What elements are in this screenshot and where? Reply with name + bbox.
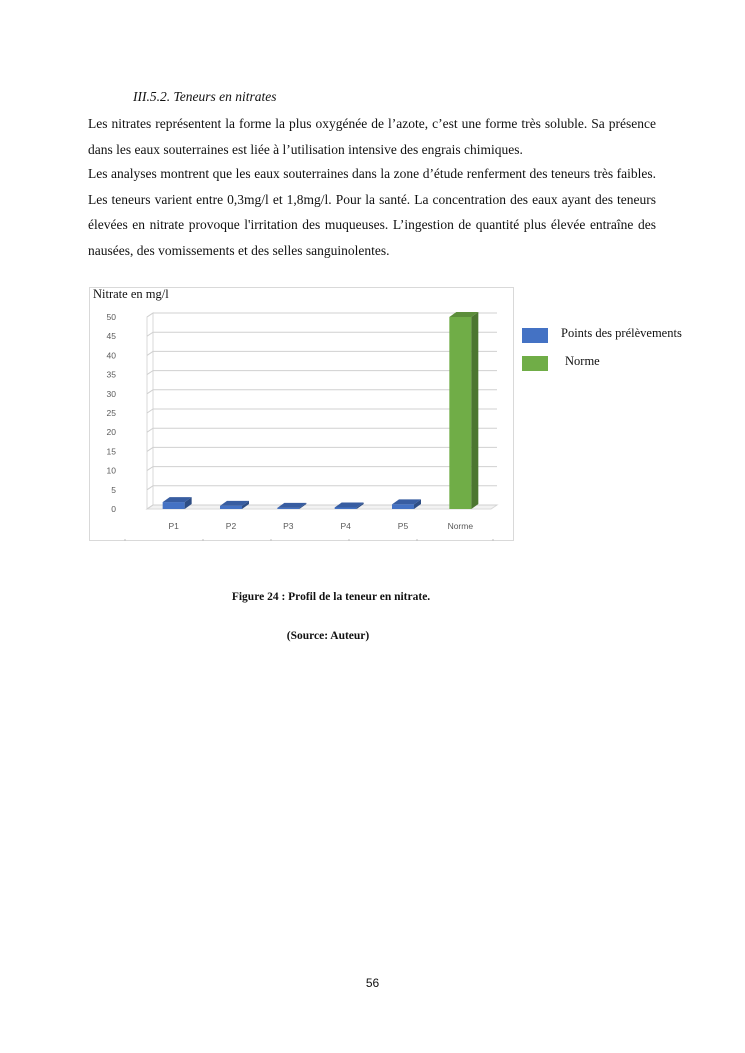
bar-norme-side — [471, 312, 478, 509]
bar-p3-front — [277, 508, 299, 509]
legend-item-sampling-points — [522, 325, 722, 353]
legend-label-sampling-points: Points des prélèvements — [561, 326, 682, 340]
bar-p2-front — [220, 506, 242, 509]
chart-gridline — [147, 447, 497, 451]
x-tick-label: Norme — [447, 521, 474, 531]
paragraph-analysis: Les analyses montrent que les eaux souterraines dans la zone d’étude renferment des teneurs très faibles. Les teneurs varient entre 0,3mg/l et 1,8mg/l. Pour la santé. La concentration des eaux ayant des teneurs élevées en nitrate provoque l'irritation des muqueuses. L’ingestion de quantité plus élevée entraîne des nausées, des vomissements et des selles sanguinolentes. — [88, 166, 656, 258]
y-tick-label: 35 — [106, 369, 116, 380]
y-tick-label: 15 — [106, 446, 116, 457]
x-tick-label: P1 — [168, 521, 179, 531]
bar-p5-front — [392, 504, 414, 509]
paragraph-intro: Les nitrates représentent la forme la plus oxygénée de l’azote, c’est une forme très soluble. Sa présence dans les eaux souterraines est liée à l’utilisation intensive des engrais chimiques. — [88, 116, 656, 157]
section-heading: III.5.2. Teneurs en nitrates — [133, 89, 277, 104]
x-tick-label: P5 — [397, 521, 409, 531]
legend-label-norme: Norme — [565, 354, 600, 368]
y-tick-label: 25 — [106, 408, 116, 418]
chart-gridline — [147, 351, 497, 355]
legend-swatch-norme — [522, 356, 548, 371]
chart-gridline — [147, 467, 497, 471]
page-number: 56 — [365, 976, 380, 990]
y-tick-label: 20 — [106, 427, 116, 438]
bar-p4-front — [335, 507, 357, 509]
chart-gridline — [147, 313, 497, 317]
y-tick-label: 45 — [106, 331, 116, 342]
figure-caption: Figure 24 : Profil de la teneur en nitrate. — [231, 591, 431, 603]
chart-gridline — [147, 390, 497, 394]
chart-gridline — [147, 371, 497, 375]
y-tick-label: 0 — [111, 504, 116, 514]
nitrate-bar-chart — [89, 287, 514, 541]
chart-gridline — [147, 486, 497, 490]
legend-swatch-sampling-points — [522, 328, 548, 343]
legend-item-norme — [522, 353, 722, 381]
chart-floor — [147, 505, 497, 509]
chart-legend — [522, 325, 722, 381]
x-tick-label: P3 — [283, 521, 294, 531]
y-tick-label: 30 — [106, 388, 116, 399]
y-tick-label: 5 — [111, 484, 116, 495]
x-tick-label: P2 — [225, 521, 237, 531]
source-caption: (Source: Auteur) — [286, 630, 370, 642]
y-tick-label: 10 — [106, 465, 116, 476]
bar-p1-front — [163, 502, 185, 509]
chart-y-axis-label: Nitrate en mg/l — [93, 287, 169, 301]
chart-gridline — [147, 332, 497, 336]
bar-norme-front — [449, 317, 471, 509]
chart-gridline — [147, 409, 497, 413]
x-tick-label: P4 — [340, 521, 351, 531]
y-tick-label: 40 — [106, 350, 116, 361]
y-tick-label: 50 — [106, 312, 116, 322]
chart-gridline — [147, 428, 497, 432]
